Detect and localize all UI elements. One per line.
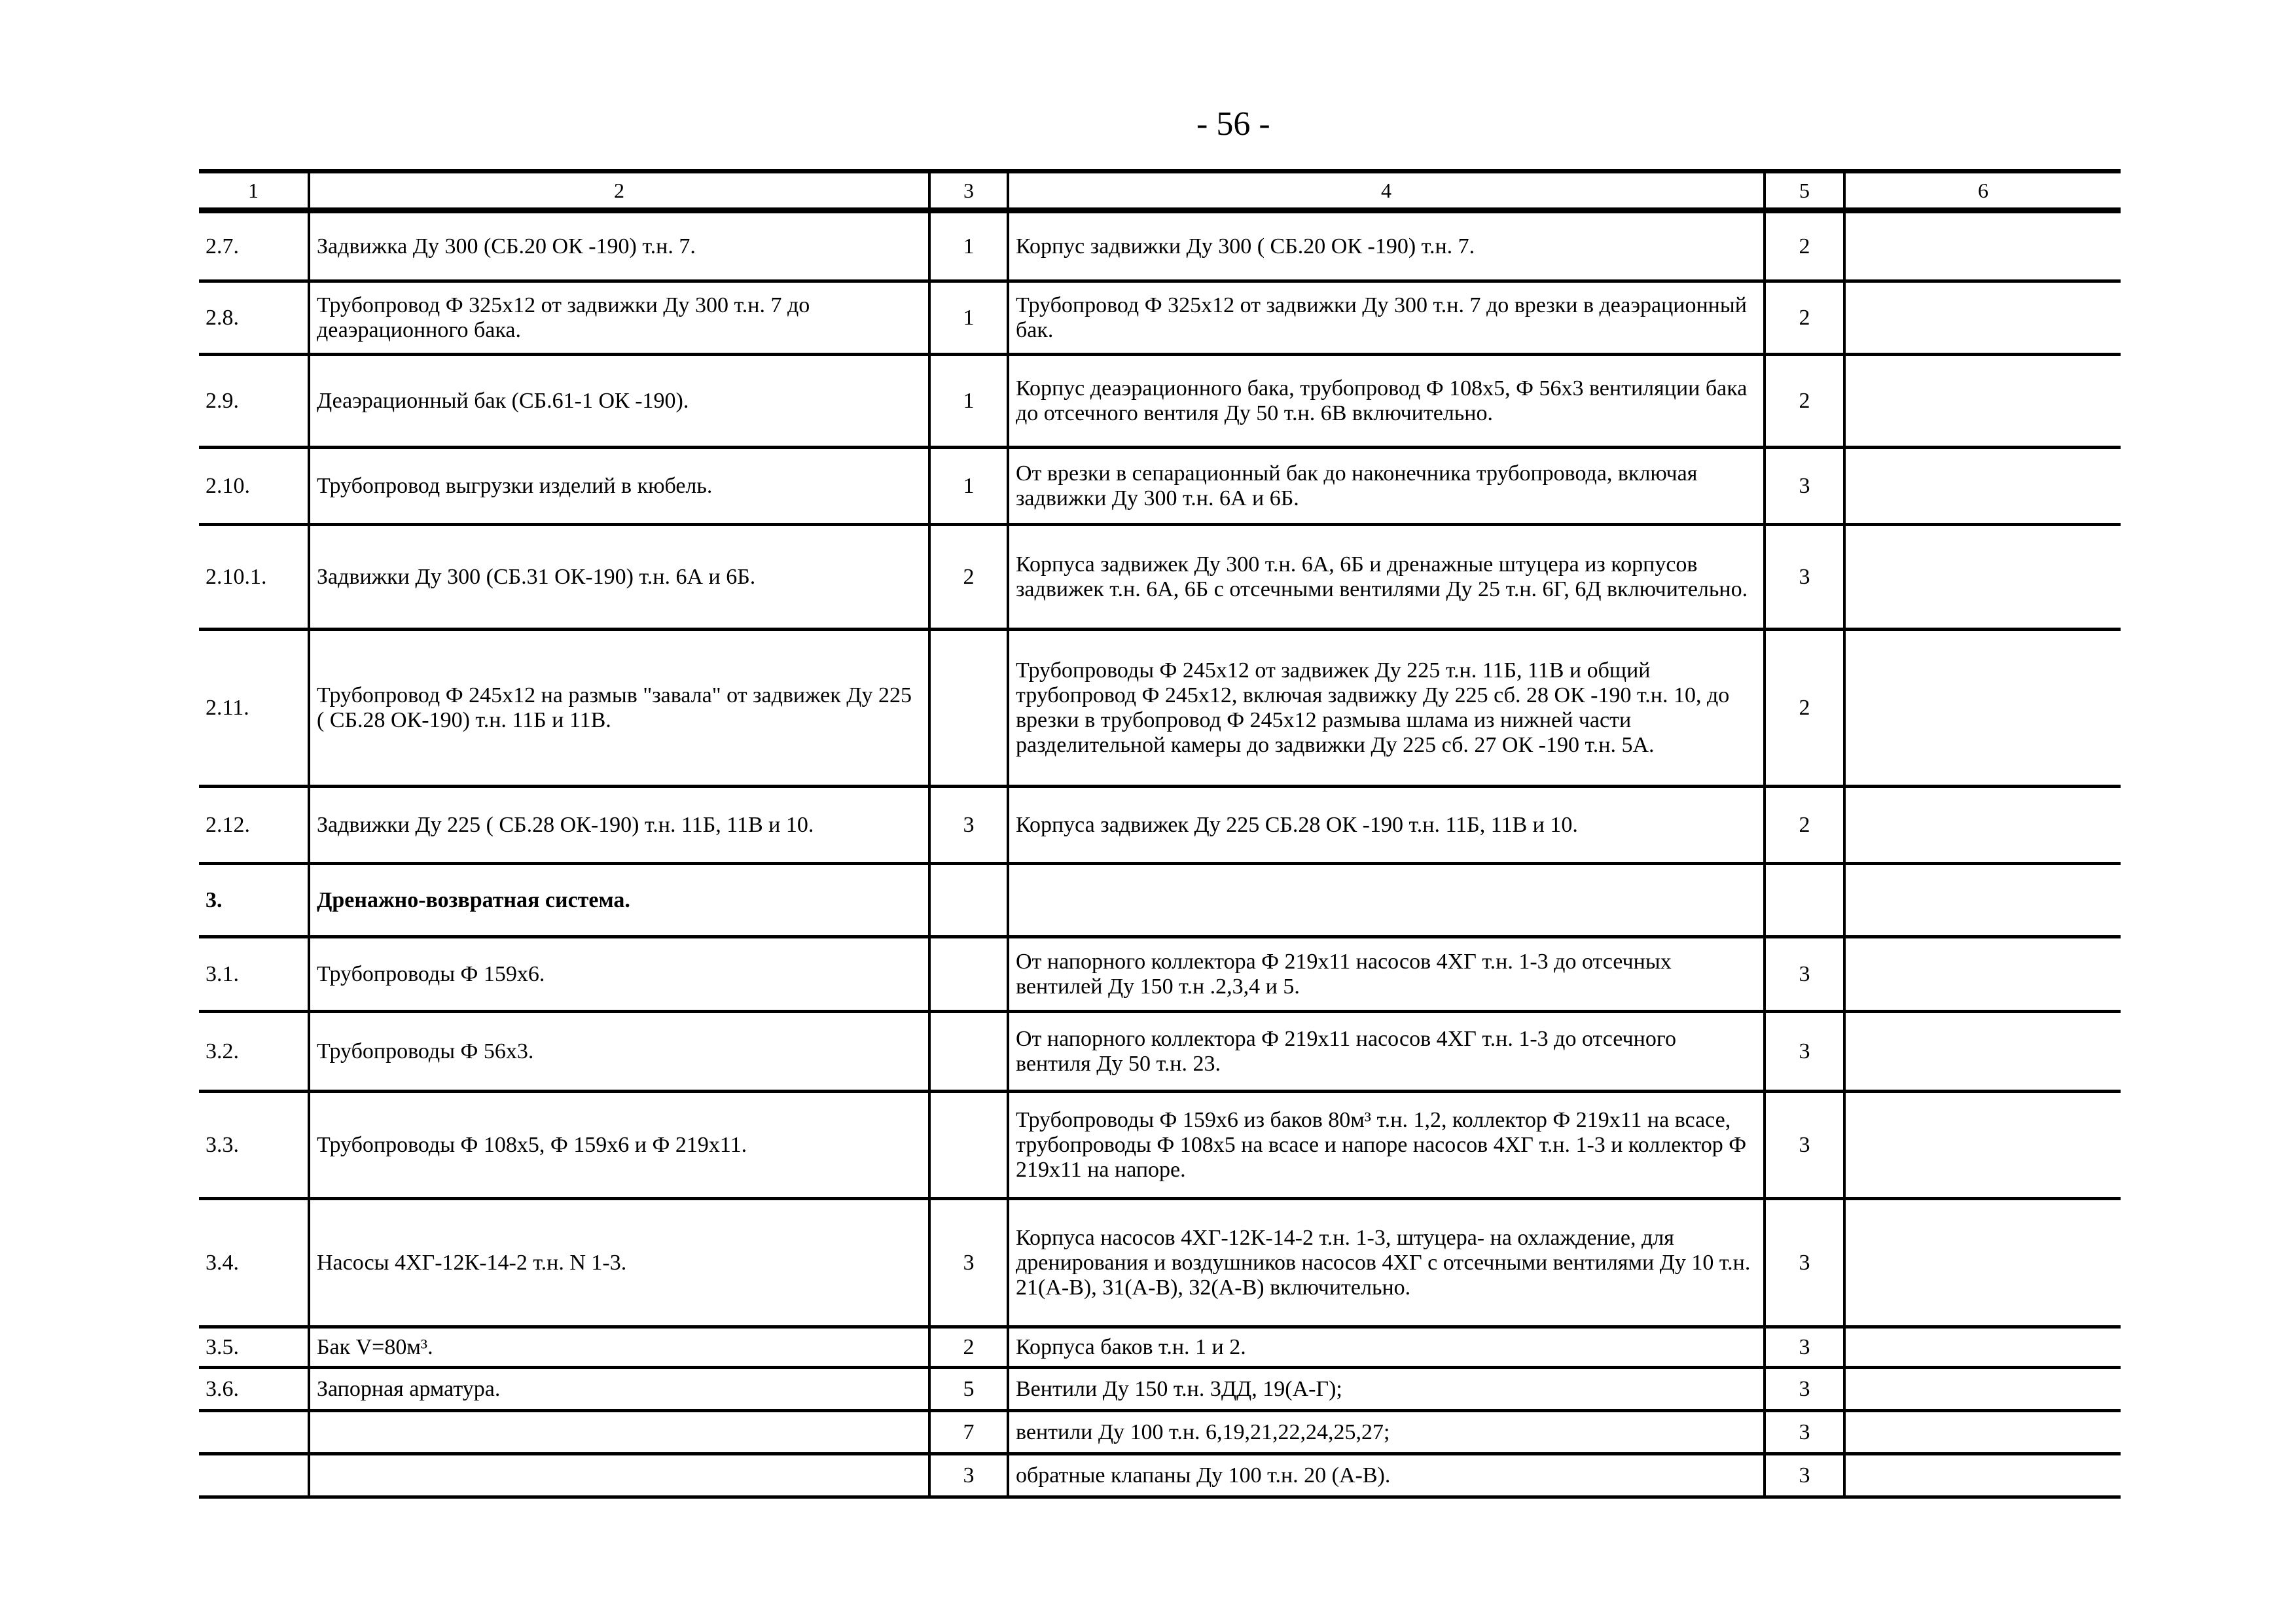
- quantity: 3: [929, 1454, 1008, 1497]
- quantity: 3: [929, 787, 1008, 864]
- column-header: 4: [1008, 171, 1765, 211]
- category: 3: [1765, 525, 1844, 630]
- page-number: - 56 -: [1196, 105, 1270, 143]
- row-number: 2.8.: [199, 281, 309, 355]
- column-header: 6: [1844, 171, 2121, 211]
- row-number: 3.6.: [199, 1368, 309, 1411]
- note: [1844, 448, 2121, 525]
- item-name: [309, 1411, 929, 1454]
- table-row: [199, 1092, 2121, 1199]
- note: [1844, 355, 2121, 448]
- item-description: обратные клапаны Ду 100 т.н. 20 (А-В).: [1008, 1454, 1765, 1497]
- category: 3: [1765, 937, 1844, 1012]
- row-number: 2.11.: [199, 630, 309, 787]
- category: 3: [1765, 1012, 1844, 1092]
- quantity: 1: [929, 211, 1008, 281]
- item-name: Деаэрационный бак (СБ.61-1 ОК -190).: [309, 355, 929, 448]
- item-description: Трубопроводы Ф 159х6 из баков 80м³ т.н. 1,2, коллектор Ф 219х11 на всасе, трубопроводы Ф 108х5 на всасе и напоре насосов 4ХГ т.н. 1-3 и коллектор Ф 219х11 на напоре.: [1008, 1092, 1765, 1199]
- note: [1844, 630, 2121, 787]
- item-description: От врезки в сепарационный бак до наконечника трубопровода, включая задвижки Ду 300 т.н. 6А и 6Б.: [1008, 448, 1765, 525]
- row-number: 3.: [199, 864, 309, 937]
- table-row: [199, 525, 2121, 630]
- category: 2: [1765, 355, 1844, 448]
- column-header: 5: [1765, 171, 1844, 211]
- table-header-row: [199, 171, 2121, 211]
- category: 2: [1765, 211, 1844, 281]
- item-description: От напорного коллектора Ф 219х11 насосов 4ХГ т.н. 1-3 до отсечного вентиля Ду 50 т.н. 23.: [1008, 1012, 1765, 1092]
- item-description: Трубопровод Ф 325х12 от задвижки Ду 300 т.н. 7 до врезки в деаэрационный бак.: [1008, 281, 1765, 355]
- table-row: [199, 1411, 2121, 1454]
- item-name: Насосы 4ХГ-12К-14-2 т.н. N 1-3.: [309, 1199, 929, 1327]
- equipment-table: [199, 169, 2121, 1499]
- table-row: [199, 1012, 2121, 1092]
- item-description: Корпуса насосов 4ХГ-12К-14-2 т.н. 1-3, штуцера- на охлаждение, для дренирования и воздушников насосов 4ХГ с отсечными вентилями Ду 10 т.н. 21(А-В), 31(А-В), 32(А-В) включительно.: [1008, 1199, 1765, 1327]
- category: 3: [1765, 1327, 1844, 1368]
- quantity: 2: [929, 1327, 1008, 1368]
- table-row: [199, 448, 2121, 525]
- item-name: Задвижки Ду 300 (СБ.31 ОК-190) т.н. 6А и 6Б.: [309, 525, 929, 630]
- item-name: Трубопроводы Ф 159х6.: [309, 937, 929, 1012]
- item-name: Трубопровод Ф 325х12 от задвижки Ду 300 т.н. 7 до деаэрационного бака.: [309, 281, 929, 355]
- table-row: [199, 937, 2121, 1012]
- quantity: [929, 1092, 1008, 1199]
- item-description: Корпус задвижки Ду 300 ( СБ.20 ОК -190) т.н. 7.: [1008, 211, 1765, 281]
- item-name: Запорная арматура.: [309, 1368, 929, 1411]
- row-number: 3.3.: [199, 1092, 309, 1199]
- note: [1844, 1012, 2121, 1092]
- item-description: Вентили Ду 150 т.н. 3ДД, 19(А-Г);: [1008, 1368, 1765, 1411]
- item-name: Задвижка Ду 300 (СБ.20 ОК -190) т.н. 7.: [309, 211, 929, 281]
- item-name: [309, 1454, 929, 1497]
- category: 3: [1765, 1092, 1844, 1199]
- item-name: Задвижки Ду 225 ( СБ.28 ОК-190) т.н. 11Б, 11В и 10.: [309, 787, 929, 864]
- table-row: [199, 1454, 2121, 1497]
- quantity: [929, 937, 1008, 1012]
- note: [1844, 1368, 2121, 1411]
- category: 3: [1765, 1411, 1844, 1454]
- item-description: вентили Ду 100 т.н. 6,19,21,22,24,25,27;: [1008, 1411, 1765, 1454]
- category: 3: [1765, 1368, 1844, 1411]
- note: [1844, 281, 2121, 355]
- category: [1765, 864, 1844, 937]
- note: [1844, 1454, 2121, 1497]
- note: [1844, 1199, 2121, 1327]
- note: [1844, 1411, 2121, 1454]
- table-row: [199, 281, 2121, 355]
- item-name: Трубопроводы Ф 56х3.: [309, 1012, 929, 1092]
- quantity: 3: [929, 1199, 1008, 1327]
- table-row: [199, 1368, 2121, 1411]
- quantity: [929, 630, 1008, 787]
- item-description: [1008, 864, 1765, 937]
- note: [1844, 937, 2121, 1012]
- note: [1844, 864, 2121, 937]
- item-name: Дренажно-возвратная система.: [309, 864, 929, 937]
- category: 2: [1765, 281, 1844, 355]
- row-number: 3.5.: [199, 1327, 309, 1368]
- table-row: [199, 1199, 2121, 1327]
- item-name: Трубопровод Ф 245х12 на размыв "завала" от задвижек Ду 225 ( СБ.28 ОК-190) т.н. 11Б и 11В.: [309, 630, 929, 787]
- quantity: 1: [929, 448, 1008, 525]
- item-description: Корпуса задвижек Ду 300 т.н. 6А, 6Б и дренажные штуцера из корпусов задвижек т.н. 6А, 6Б с отсечными вентилями Ду 25 т.н. 6Г, 6Д включительно.: [1008, 525, 1765, 630]
- row-number: [199, 1454, 309, 1497]
- item-description: Корпус деаэрационного бака, трубопровод Ф 108х5, Ф 56х3 вентиляции бака до отсечного вентиля Ду 50 т.н. 6В включительно.: [1008, 355, 1765, 448]
- table-row: [199, 1327, 2121, 1368]
- quantity: 1: [929, 281, 1008, 355]
- note: [1844, 211, 2121, 281]
- item-name: Бак V=80м³.: [309, 1327, 929, 1368]
- item-description: Корпуса баков т.н. 1 и 2.: [1008, 1327, 1765, 1368]
- category: 2: [1765, 787, 1844, 864]
- note: [1844, 787, 2121, 864]
- category: 2: [1765, 630, 1844, 787]
- row-number: 3.4.: [199, 1199, 309, 1327]
- row-number: [199, 1411, 309, 1454]
- quantity: 7: [929, 1411, 1008, 1454]
- table-row: [199, 630, 2121, 787]
- note: [1844, 525, 2121, 630]
- quantity: [929, 1012, 1008, 1092]
- table-row: [199, 787, 2121, 864]
- row-number: 2.10.: [199, 448, 309, 525]
- column-header: 2: [309, 171, 929, 211]
- quantity: 1: [929, 355, 1008, 448]
- category: 3: [1765, 1454, 1844, 1497]
- table-row: [199, 355, 2121, 448]
- item-description: Корпуса задвижек Ду 225 СБ.28 ОК -190 т.н. 11Б, 11В и 10.: [1008, 787, 1765, 864]
- category: 3: [1765, 448, 1844, 525]
- row-number: 2.9.: [199, 355, 309, 448]
- quantity: [929, 864, 1008, 937]
- row-number: 2.12.: [199, 787, 309, 864]
- column-header: 1: [199, 171, 309, 211]
- quantity: 2: [929, 525, 1008, 630]
- table-row: [199, 864, 2121, 937]
- item-name: Трубопровод выгрузки изделий в кюбель.: [309, 448, 929, 525]
- row-number: 3.1.: [199, 937, 309, 1012]
- item-description: От напорного коллектора Ф 219х11 насосов 4ХГ т.н. 1-3 до отсечных вентилей Ду 150 т.н .2,3,4 и 5.: [1008, 937, 1765, 1012]
- item-description: Трубопроводы Ф 245х12 от задвижек Ду 225 т.н. 11Б, 11В и общий трубопровод Ф 245х12, включая задвижку Ду 225 сб. 28 ОК -190 т.н. 10, до врезки в трубопровод Ф 245х12 размыва шлама из нижней части разделительной камеры до задвижки Ду 225 сб. 27 ОК -190 т.н. 5А.: [1008, 630, 1765, 787]
- column-header: 3: [929, 171, 1008, 211]
- note: [1844, 1092, 2121, 1199]
- row-number: 2.7.: [199, 211, 309, 281]
- row-number: 2.10.1.: [199, 525, 309, 630]
- quantity: 5: [929, 1368, 1008, 1411]
- category: 3: [1765, 1199, 1844, 1327]
- row-number: 3.2.: [199, 1012, 309, 1092]
- note: [1844, 1327, 2121, 1368]
- table-row: [199, 211, 2121, 281]
- item-name: Трубопроводы Ф 108х5, Ф 159х6 и Ф 219х11.: [309, 1092, 929, 1199]
